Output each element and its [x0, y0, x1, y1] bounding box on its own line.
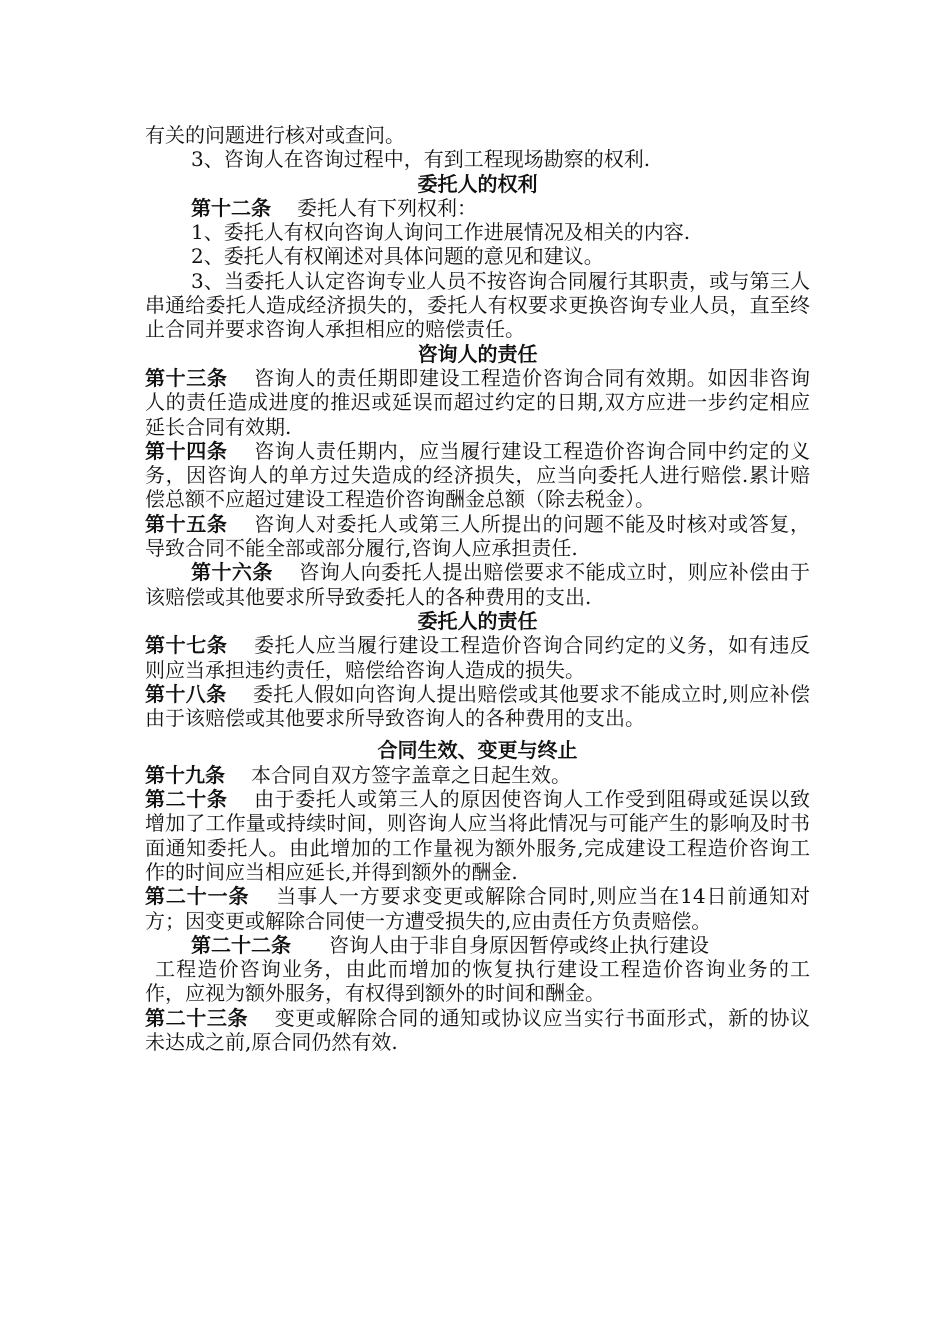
article-13-title: 第十三条 — [145, 365, 228, 390]
article-17 — [145, 633, 810, 682]
article-19-text: 本合同自双方签字盖章之日起生效。 — [251, 762, 571, 787]
article-13-text: 咨询人的责任期即建设工程造价咨询合同有效期。如因非咨询人的责任造成进度的推迟或延误而超过约定的日期,双方应进一步约定相应延长合同有效期. — [145, 365, 811, 439]
article-21-text: 当事人一方要求变更或解除合同时,则应当在14日前通知对方；因变更或解除合同使一方遭受损失的,应由责任方负责赔偿。 — [145, 884, 810, 933]
article-20 — [145, 787, 810, 884]
consultant-item-3: 3、咨询人在咨询过程中，有到工程现场勘察的权利. — [191, 147, 651, 172]
article-17-text: 委托人应当履行建设工程造价咨询合同约定的义务，如有违反则应当承担违约责任，赔偿给咨询人造成的损失。 — [145, 633, 811, 682]
article-15 — [145, 512, 810, 561]
article-21-title: 第二十一条 — [145, 884, 250, 909]
article-22-title: 第二十二条 — [191, 932, 291, 957]
article-22-continued — [145, 957, 810, 1006]
heading-contract-effect: 合同生效、变更与终止 — [377, 738, 578, 763]
article-13 — [145, 366, 810, 439]
article-18-text: 委托人假如向咨询人提出赔偿或其他要求不能成立时,则应补偿由于该赔偿或其他要求所导致咨询人的各种费用的支出。 — [145, 681, 811, 731]
article-20-title: 第二十条 — [145, 787, 228, 812]
article-12-item-1: 1、委托人有权向咨询人询问工作进展情况及相关的内容. — [191, 220, 691, 245]
article-20-text: 由于委托人或第三人的原因使咨询人工作受到阻碍或延误以致增加了工作量或持续时间，则咨询人应当将此情况与可能产生的影响及时书面通知委托人。由此增加的工作量视为额外服务,完成建设工程造价咨询工作的时间应当相应延长,并得到额外的酬金. — [145, 787, 811, 884]
article-12-item-3: 3、当委托人认定咨询专业人员不按咨询合同履行其职责，或与第三人串通给委托人造成经济损失的，委托人有权要求更换咨询专业人员，直至终止合同并要求咨询人承担相应的赔偿责任。 — [145, 268, 810, 342]
intro-tail-paragraph: 有关的问题进行核对或查问。 — [145, 123, 405, 147]
document-page — [145, 123, 810, 1054]
article-12-title: 第十二条 — [191, 195, 271, 220]
article-12-text: 委托人有下列权利： — [297, 195, 477, 220]
article-16 — [145, 560, 810, 609]
article-22-text-line1: 咨询人由于非自身原因暂停或终止执行建设 — [329, 932, 709, 957]
article-23-text: 变更或解除合同的通知或协议应当实行书面形式，新的协议未达成之前,原合同仍然有效. — [145, 1005, 811, 1054]
heading-client-rights: 委托人的权利 — [417, 171, 538, 196]
heading-client-liability: 委托人的责任 — [417, 608, 538, 633]
article-23 — [145, 1006, 810, 1055]
article-17-title: 第十七条 — [145, 633, 228, 658]
article-15-title: 第十五条 — [145, 511, 228, 536]
article-22-text-rest: 工程造价咨询业务，由此而增加的恢复执行建设工程造价咨询业务的工作，应视为额外服务，有权得到额外的时间和酬金。 — [145, 957, 810, 1006]
article-12 — [145, 196, 810, 220]
article-15-text: 咨询人对委托人或第三人所提出的问题不能及时核对或答复，导致合同不能全部或部分履行,咨询人应承担责任. — [145, 511, 811, 561]
article-16-title: 第十六条 — [191, 560, 273, 585]
article-16-text: 咨询人向委托人提出赔偿要求不能成立时，则应补偿由于该赔偿或其他要求所导致委托人的各种费用的支出. — [145, 560, 811, 609]
heading-consultant-liability: 咨询人的责任 — [417, 341, 538, 366]
article-18 — [145, 682, 810, 731]
article-19-title: 第十九条 — [145, 762, 225, 787]
article-14-title: 第十四条 — [145, 438, 228, 463]
article-23-title: 第二十三条 — [145, 1005, 249, 1030]
article-14 — [145, 439, 810, 512]
article-14-text: 咨询人责任期内，应当履行建设工程造价咨询合同中约定的义务，因咨询人的单方过失造成的经济损失，应当向委托人进行赔偿.累计赔偿总额不应超过建设工程造价咨询酬金总额（除去税金）。 — [145, 438, 811, 512]
article-12-item-2: 2、委托人有权阐述对具体问题的意见和建议。 — [191, 244, 604, 269]
article-21 — [145, 884, 810, 933]
article-22 — [145, 933, 810, 957]
article-18-title: 第十八条 — [145, 681, 227, 706]
article-19 — [145, 763, 810, 787]
